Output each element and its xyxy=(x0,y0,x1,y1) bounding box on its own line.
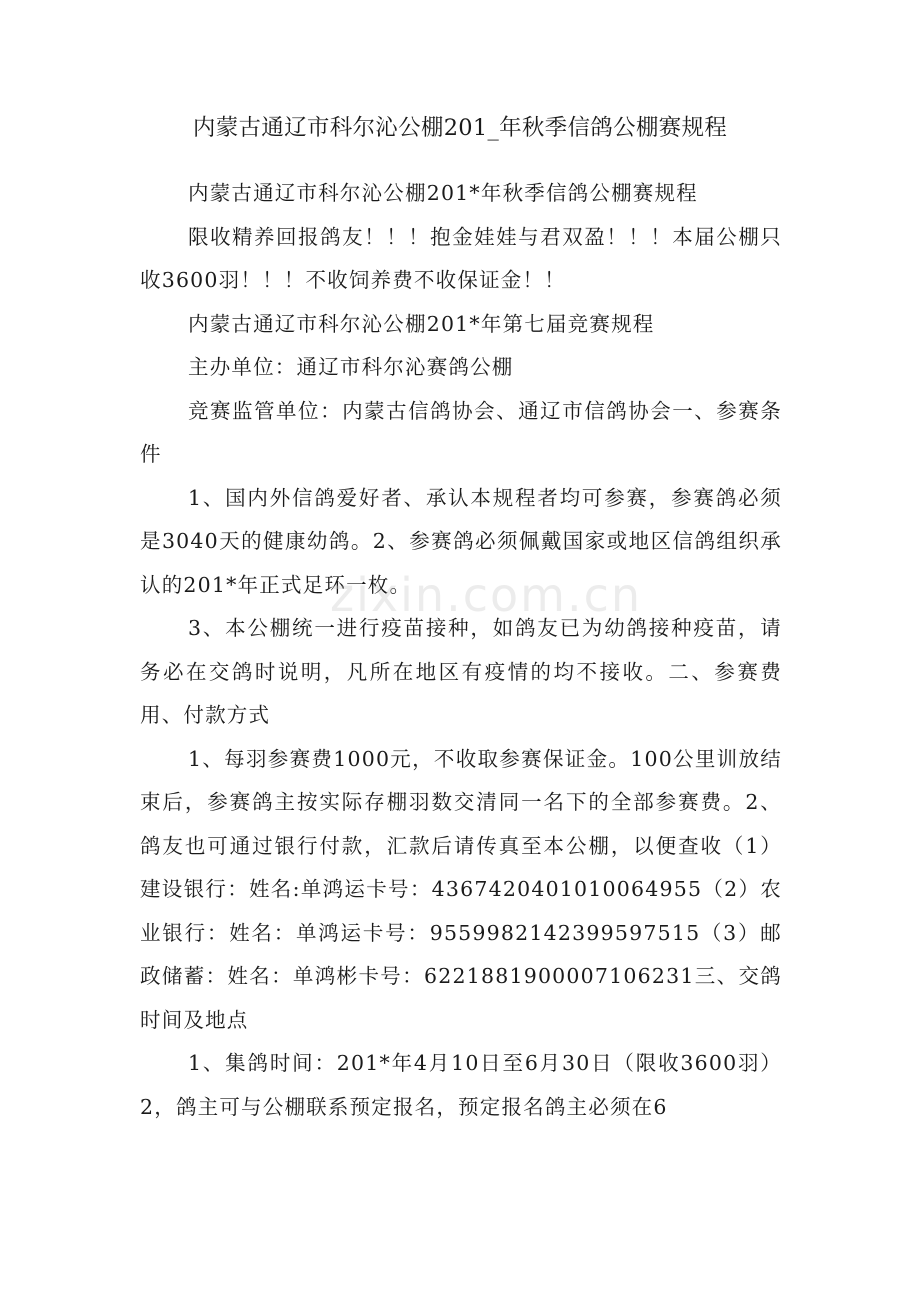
document-title: 内蒙古通辽市科尔沁公棚201_年秋季信鸽公棚赛规程 xyxy=(192,115,728,141)
paragraph-rules-title: 内蒙古通辽市科尔沁公棚201*年第七届竞赛规程 xyxy=(188,311,655,336)
paragraph-collection-time: 1、集鸽时间：201*年4月10日至6月30日（限收3600羽）2，鸽主可与公棚联系预定报名，预定报名鸽主必须在6 xyxy=(140,1051,782,1119)
document-body xyxy=(140,172,782,1129)
paragraph-condition-1: 1、国内外信鸽爱好者、承认本规程者均可参赛，参赛鸽必须是3040天的健康幼鸽。2、参赛鸽必须佩戴国家或地区信鸽组织承认的201*年正式足环一枚。 xyxy=(140,485,782,597)
paragraph-organizer: 主办单位：通辽市科尔沁赛鸽公棚 xyxy=(188,355,514,379)
paragraph-promotion: 限收精养回报鸽友！！！抱金娃娃与君双盈！！！本届公棚只收3600羽！！！不收饲养费不收保证金！！ xyxy=(140,224,782,292)
watermark: zixin.com.cn xyxy=(330,568,643,622)
paragraph-condition-3: 3、本公棚统一进行疫苗接种，如鸽友已为幼鸽接种疫苗，请务必在交鸽时说明，凡所在地区有疫情的均不接收。二、参赛费用、付款方式 xyxy=(140,616,782,727)
paragraph-heading: 内蒙古通辽市科尔沁公棚201*年秋季信鸽公棚赛规程 xyxy=(188,181,698,205)
paragraph-fees: 1、每羽参赛费1000元，不收取参赛保证金。100公里训放结束后，参赛鸽主按实际存棚羽数交清同一名下的全部参赛费。2、鸽友也可通过银行付款，汇款后请传真至本公棚，以便查收（1）建设银行：姓名:单鸿运卡号：4367420401010064955（2）农业银行：姓名：单鸿运卡号：9559982142399597515（3）邮政储蓄：姓名：单鸿彬卡号：6221881900007106231三、交鸽时间及地点 xyxy=(140,746,782,1032)
paragraph-supervisor: 竞赛监管单位：内蒙古信鸽协会、通辽市信鸽协会一、参赛条件 xyxy=(140,398,782,466)
